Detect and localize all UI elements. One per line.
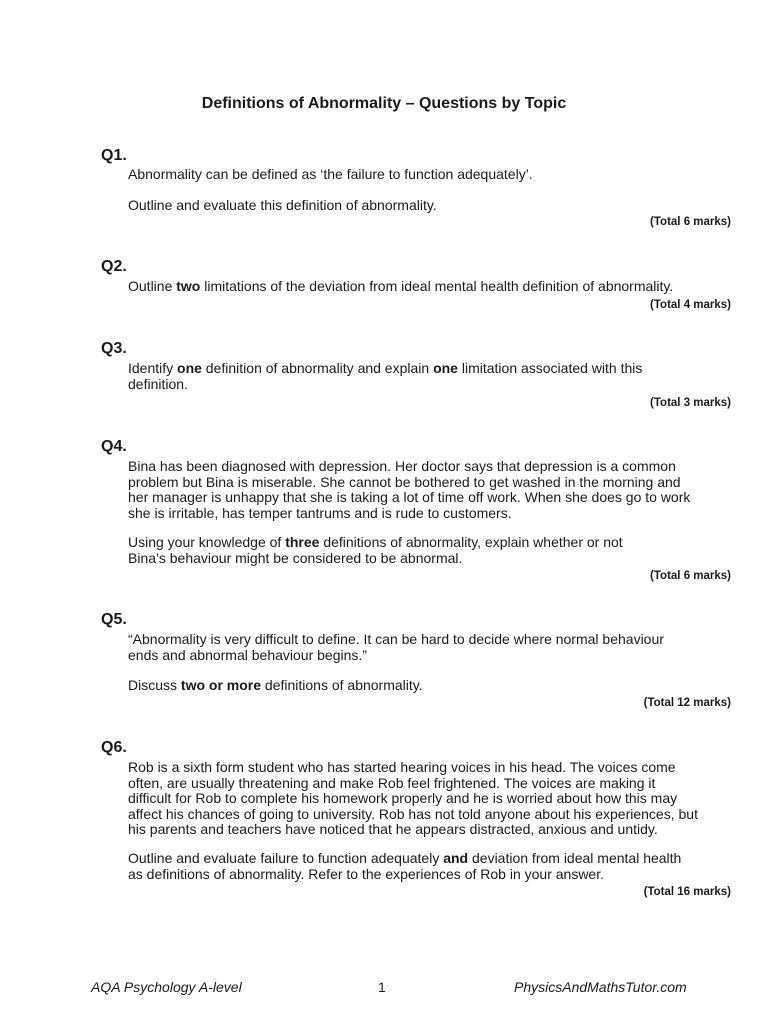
question-5-label: Q5. <box>101 611 127 628</box>
question-4-label: Q4. <box>101 438 127 455</box>
question-5-quote: “Abnormality is very difficult to define. It can be hard to decide where normal behaviour ends and abnormal behaviour begins.” <box>128 631 664 663</box>
page-title: Definitions of Abnormality – Questions by Topic <box>201 95 567 112</box>
question-6-label: Q6. <box>101 739 127 756</box>
question-3-label: Q3. <box>101 340 127 357</box>
question-1-marks: (Total 6 marks) <box>650 216 731 228</box>
question-2-label: Q2. <box>101 258 127 275</box>
question-1-label: Q1. <box>101 147 127 164</box>
question-3-marks: (Total 3 marks) <box>650 397 731 409</box>
question-1-text: Abnormality can be defined as ‘the failure to function adequately’. <box>128 166 533 182</box>
question-5-instruction: Discuss two or more definitions of abnormality. <box>128 677 423 693</box>
question-6-marks: (Total 16 marks) <box>643 886 731 898</box>
question-6-instruction: Outline and evaluate failure to function adequately and deviation from ideal mental health as definitions of abnormality. Refer to the experiences of Rob in your answer. <box>128 850 682 882</box>
question-3-text: Identify one definition of abnormality and explain one limitation associated with this definition. <box>128 360 643 392</box>
footer-page-number: 1 <box>378 979 386 995</box>
footer-site: PhysicsAndMathsTutor.com <box>514 979 687 995</box>
footer-course: AQA Psychology A-level <box>91 979 242 995</box>
question-4-instruction: Using your knowledge of three definitions of abnormality, explain whether or not Bina’s behaviour might be considered to be abnormal. <box>128 534 623 566</box>
question-2-text: Outline two limitations of the deviation from ideal mental health definition of abnormality. <box>128 278 674 294</box>
question-1-instruction: Outline and evaluate this definition of abnormality. <box>128 197 437 213</box>
question-6-scenario: Rob is a sixth form student who has started hearing voices in his head. The voices come often, are usually threatening and make Rob feel frightened. The voices are making it difficult for Rob to complete his homework properly and he is worried about how this may affect his chances of going to university. Rob has not told anyone about his experiences, but his parents and teachers have noticed that he appears distracted, anxious and untidy. <box>128 759 698 837</box>
question-4-scenario: Bina has been diagnosed with depression. Her doctor says that depression is a common problem but Bina is miserable. She cannot be bothered to get washed in the morning and her manager is unhappy that she is taking a lot of time off work. When she does go to work she is irritable, has temper tantrums and is rude to customers. <box>128 458 691 521</box>
question-5-marks: (Total 12 marks) <box>643 697 731 709</box>
question-4-marks: (Total 6 marks) <box>650 570 731 582</box>
question-2-marks: (Total 4 marks) <box>650 299 731 311</box>
